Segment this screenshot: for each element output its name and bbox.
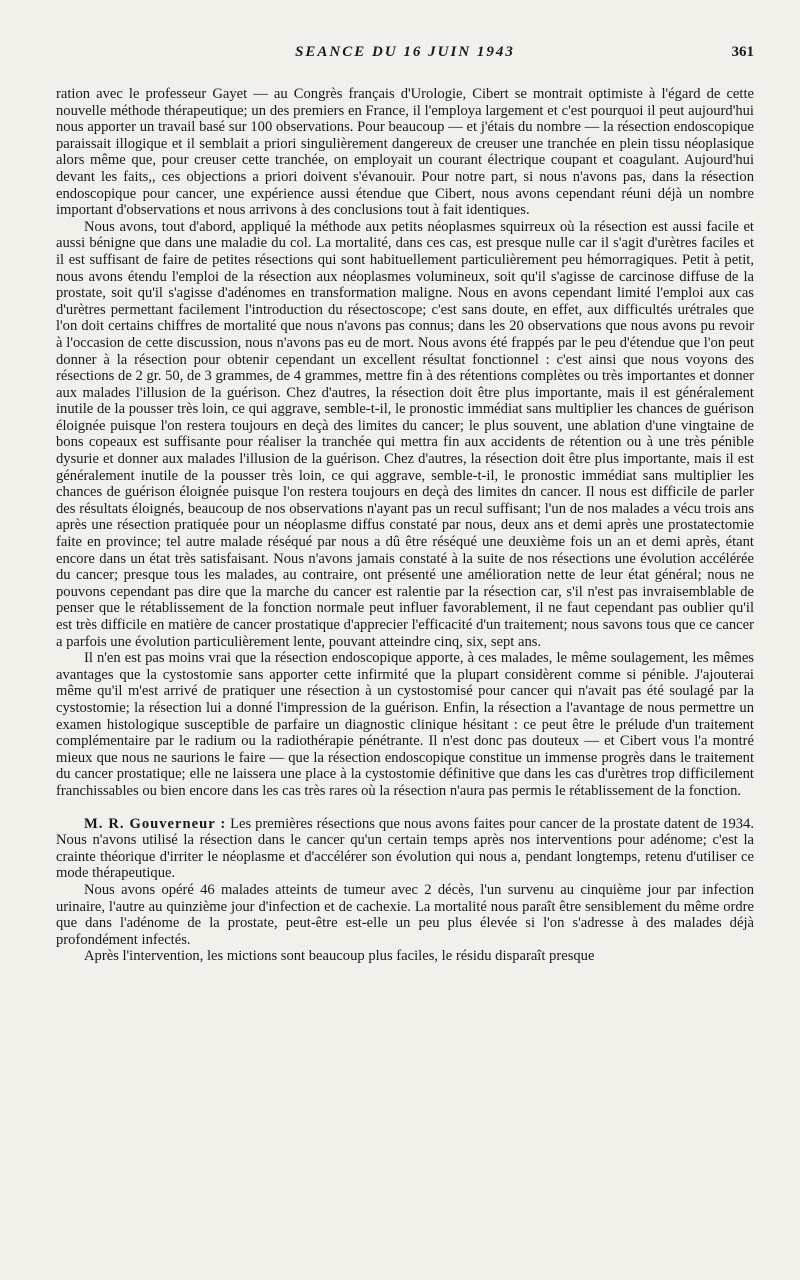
paragraph-1: ration avec le professeur Gayet — au Congrès français d'Urologie, Cibert se montrait optimiste à l'égard de cette nouvelle méthode thérapeutique; un des premiers en France, il l'employa largement et c'est pourquoi il peut aujourd'hui nous apporter un travail basé sur 100 observations. Pour beaucoup — et j'étais du nombre — la résection endoscopique paraissait illogique et il semblait a priori singulièrement dangereux de creuser une tranchée en plein tissu néoplasique alors même que, pour creuser cette tranchée, on employait un courant électrique coupant et coagulant. Aujourd'hui devant les faits,, ces objections a priori doivent s'évanouir. Pour notre part, si nous n'avons pas, dans la résection endoscopique pour cancer, une expérience aussi étendue que Cibert, nous avons cependant réuni déjà un nombre important d'observations et nous arrivons à des conclusions tout à fait identiques.	[56, 86, 754, 219]
paragraph-4-text: Les premières résections que nous avons faites pour cancer de la prostate datent de 1934. Nous n'avons utilisé la résection dans le cancer qu'un certain temps après nos interventions pour adénome; c'est la crainte théorique d'irriter le néoplasme et d'accélérer son évolution qui nous a, pendant longtemps, retenu d'utiliser ce mode thérapeutique.	[56, 815, 754, 882]
page-number: 361	[731, 44, 754, 60]
speaker-name: M. R. Gouverneur :	[84, 815, 227, 832]
paragraph-6: Après l'intervention, les mictions sont beaucoup plus faciles, le résidu disparaît presque	[84, 948, 595, 965]
paragraph-2: Nous avons, tout d'abord, appliqué la méthode aux petits néoplasmes squirreux où la résection est aussi facile et aussi bénigne que dans une maladie du col. La mortalité, dans ces cas, est presque nulle car il s'agit d'urètres faciles et il est suffisant de faire de petites résections qui sont habituellement particulièrement peu hémorragiques. Petit à petit, nous avons étendu l'emploi de la résection aux néoplasmes volumineux, soit qu'il s'agisse de carcinose diffuse de la prostate, soit qu'il s'agisse d'adénomes en transformation maligne. Nous en avons cependant limité l'emploi aux cas d'urètres permettant facilement l'introduction du résectoscope; c'est sans doute, en effet, aux difficultés urétrales que l'on doit certains chiffres de mortalité que nous n'avons pas connus; dans les 20 observations que nous avons pu revoir à l'occasion de cette discussion, nous n'avons pas eu de mort. Nous avons été frappés par le peu d'étendue que l'on peut donner à la résection pour obtenir cependant un excellent résultat fonctionnel : c'est ainsi que nous voyons des résections de 2 gr. 50, de 3 grammes, de 4 grammes, mettre fin à des rétentions complètes ou très importantes et donner aux malades l'illusion de la guérison. Chez d'autres, la résection doit être plus importante, mais il est généralement inutile de la pousser très loin, ce qui aggrave, semble-t-il, le pronostic immédiat sans multiplier les chances de guérison éloignée puisque l'on restera toujours en deçà des limites du cancer; le plus souvent, une ablation d'une vingtaine de bons copeaux est suffisante pour réaliser la tranchée qui mettra fin aux accidents de rétention ou à une très pénible dysurie et donner aux malades l'illusion de la guérison. Chez d'autres, la résection doit être plus importante, mais il est généralement inutile de la pousser très loin, ce qui aggrave, semble-t-il, le pronostic immédiat sans multiplier les chances de guérison éloignée puisque l'on restera toujours en deçà des limites dn cancer. Il nous est difficile de parler des résultats éloignés, beaucoup de nos observations n'ayant pas un recul suffisant; l'un de nos malades a vécu trois ans après une résection pratiquée pour un néoplasme diffus constaté par nous, deux ans et demi après une prostatectomie faite en province; tel autre malade réséqué par nous a dû être réséqué une deuxième fois un an et demi après, étant encore dans un état très satisfaisant. Nous n'avons jamais constaté à la suite de nos résections une évolution accélérée du cancer; presque tous les malades, au contraire, ont présenté une amélioration nette de leur état général; nous ne pouvons cependant pas dire que la marche du cancer est ralentie par la résection car, s'il n'est pas invraisemblable de penser que le rétablissement de la fonction normale peut influer favorablement, il ne faut cependant pas oublier qu'il est très difficile en matière de cancer prostatique d'apprecier l'efficacité d'un traitement; nous savons tous que ce cancer a parfois une évolution particulièrement lente, pouvant atteindre cinq, six, sept ans.	[56, 218, 754, 650]
running-head: SEANCE DU 16 JUIN 1943	[295, 44, 515, 60]
page-header	[56, 44, 754, 66]
page	[56, 44, 754, 965]
paragraph-5: Nous avons opéré 46 malades atteints de tumeur avec 2 décès, l'un survenu au cinquième jour par infection urinaire, l'autre au quinzième jour d'infection et de cachexie. La mortalité nous paraît être sensiblement du même ordre que dans l'adénome de la prostate, peut-être est-elle un peu plus élevée si l'on s'adresse à des malades déjà profondément infectés.	[56, 881, 754, 948]
section-gap	[56, 800, 754, 816]
paragraph-3: Il n'en est pas moins vrai que la résection endoscopique apporte, à ces malades, le même soulagement, les mêmes avantages que la cystostomie sans apporter cette infirmité que la plupart considèrent comme si pénible. J'ajouterai même qu'il m'est arrivé de pratiquer une résection à un cystostomisé pour cancer qui n'avait pas été soulagé par la cystostomie; la résection lui a donné l'impression de la guérison. Enfin, la résection a l'avantage de nous permettre un examen histologique susceptible de parfaire un diagnostic clinique hésitant : ce peut être le prélude d'un traitement complémentaire par le radium ou la radiothérapie pénétrante. Il n'est donc pas douteux — et Cibert vous l'a montré mieux que nous ne saurions le faire — que la résection endoscopique constitue un immense progrès dans le traitement du cancer prostatique; elle ne laissera une place à la cystostomie définitive que dans les cas d'urètres trop difficilement franchissables ou bien encore dans les cas très rares où la résection n'aura pas permis le rétablissement de la fonction.	[56, 650, 754, 799]
paragraph-4	[56, 816, 754, 882]
